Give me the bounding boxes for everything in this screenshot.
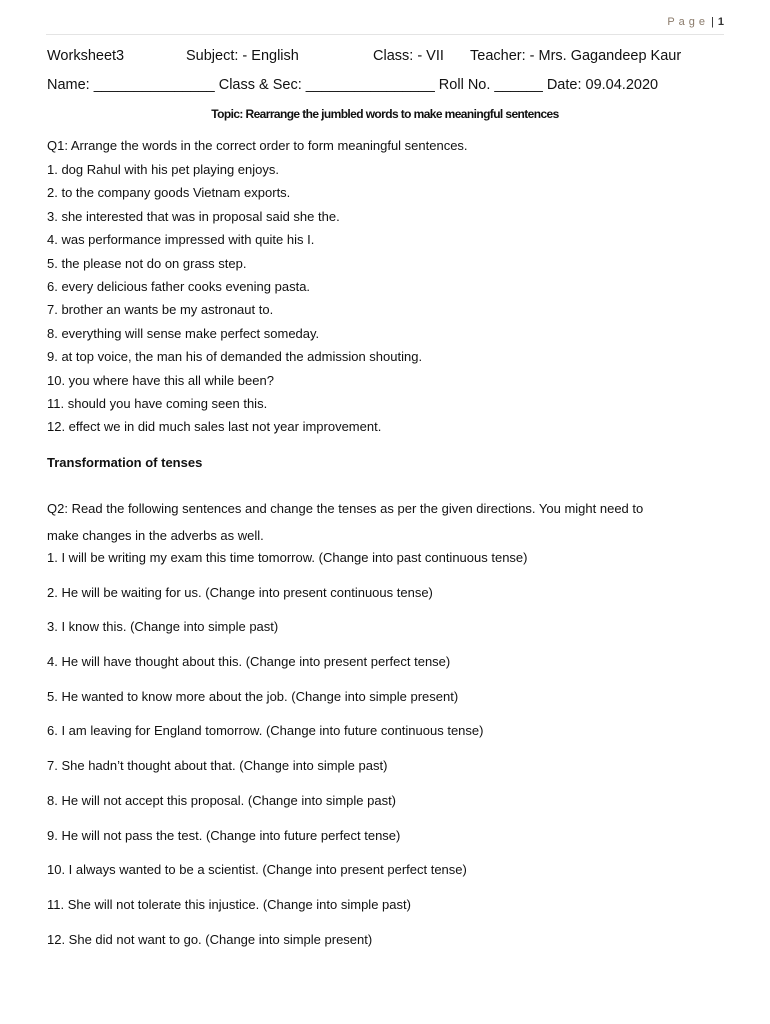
q2-instruction: Q2: Read the following sentences and change the tenses as per the given directions. You might need to make changes in the adverbs as well. xyxy=(47,501,644,543)
q2-item: 3. I know this. (Change into simple past) xyxy=(47,619,279,635)
topic-heading: Topic: Rearrange the jumbled words to make meaningful sentences xyxy=(211,107,559,121)
q2-item: 7. She hadn’t thought about that. (Change into simple past) xyxy=(47,758,388,774)
q2-item: 2. He will be waiting for us. (Change into present continuous tense) xyxy=(47,584,433,600)
q1-item: 7. brother an wants be my astronaut to. xyxy=(47,302,274,318)
q1-item: 4. was performance impressed with quite his I. xyxy=(47,232,315,248)
q2-item: 1. I will be writing my exam this time tomorrow. (Change into past continuous tense) xyxy=(47,550,528,565)
q2-item: 10. I always wanted to be a scientist. (Change into present perfect tense) xyxy=(47,862,467,878)
q2-item: 11. She will not tolerate this injustice. (Change into simple past) xyxy=(47,896,411,912)
page-separator: | xyxy=(711,16,714,28)
page-label: Page xyxy=(667,16,710,28)
q1-list xyxy=(47,162,422,443)
q2-list xyxy=(47,550,528,966)
q1-item: 11. should you have coming seen this. xyxy=(47,395,268,411)
teacher-label: Teacher: - Mrs. Gagandeep Kaur xyxy=(470,48,682,64)
q2-item: 8. He will not accept this proposal. (Change into simple past) xyxy=(47,792,397,808)
q1-item: 5. the please not do on grass step. xyxy=(47,255,247,271)
worksheet-title: Worksheet3 xyxy=(47,48,125,64)
page-number: 1 xyxy=(717,16,724,28)
header-divider xyxy=(46,34,724,35)
section-title-tenses: Transformation of tenses xyxy=(47,455,203,470)
q1-item: 3. she interested that was in proposal said she the. xyxy=(47,208,340,224)
q2-item: 9. He will not pass the test. (Change into future perfect tense) xyxy=(47,827,401,843)
q1-instruction: Q1: Arrange the words in the correct order to form meaningful sentences. xyxy=(47,138,468,153)
student-info-line: Name: _______________ Class & Sec: ________________ Roll No. ______ Date: 09.04.2020 xyxy=(47,77,659,93)
q2-item: 5. He wanted to know more about the job. (Change into simple present) xyxy=(47,688,459,704)
q1-item: 1. dog Rahul with his pet playing enjoys. xyxy=(47,162,279,177)
q2-item: 6. I am leaving for England tomorrow. (Change into future continuous tense) xyxy=(47,723,484,739)
q1-item: 2. to the company goods Vietnam exports. xyxy=(47,185,291,201)
class-label: Class: - VII xyxy=(373,48,444,64)
q2-item: 4. He will have thought about this. (Change into present perfect tense) xyxy=(47,654,451,670)
subject-label: Subject: - English xyxy=(186,48,299,64)
q1-item: 12. effect we in did much sales last not year improvement. xyxy=(47,419,382,435)
q1-item: 8. everything will sense make perfect someday. xyxy=(47,325,320,341)
q2-item: 12. She did not want to go. (Change into simple present) xyxy=(47,931,373,947)
page-number-header xyxy=(667,16,724,28)
q1-item: 6. every delicious father cooks evening pasta. xyxy=(47,278,311,294)
q1-item: 10. you where have this all while been? xyxy=(47,372,274,388)
q1-item: 9. at top voice, the man his of demanded the admission shouting. xyxy=(47,349,423,365)
